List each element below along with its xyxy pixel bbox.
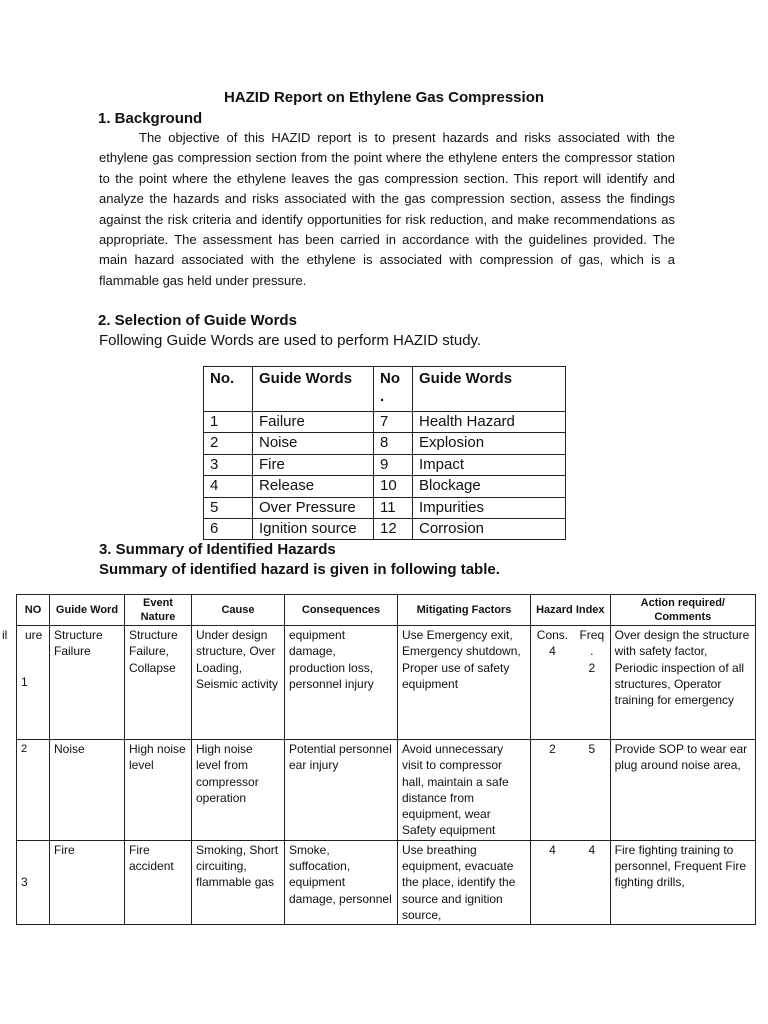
cell-no: 3 [17, 840, 50, 924]
col-header-guide-word: Guide Word [50, 595, 125, 626]
table-row [17, 740, 756, 841]
cell-action: Fire fighting training to personnel, Frequent Fire fighting drills, [610, 840, 755, 924]
col-header-hazard-index: Hazard Index [531, 595, 611, 626]
cell: 7 [374, 412, 413, 433]
hazards-heading: 3. Summary of Identified Hazards [99, 541, 336, 558]
cell-action: Over design the structure with safety factor, Periodic inspection of all structures, Operator training for emergency [610, 626, 755, 740]
cell: Health Hazard [413, 412, 566, 433]
cell: 6 [204, 518, 253, 539]
cell: Corrosion [413, 518, 566, 539]
cell: 5 [204, 497, 253, 518]
cell: Fire [253, 454, 374, 475]
cell-mitigating: Use Emergency exit, Emergency shutdown, Proper use of safety equipment [398, 626, 531, 740]
hazard-table [16, 594, 756, 925]
cell: Ignition source [253, 518, 374, 539]
row-number: 1 [21, 675, 28, 690]
col-header-no: No. [204, 367, 253, 412]
cell: Impact [413, 454, 566, 475]
cell-guide: Structure Failure [50, 626, 125, 740]
table-row [204, 412, 566, 433]
cell: Noise [253, 433, 374, 454]
cell: Explosion [413, 433, 566, 454]
cell-cause: Under design structure, Over Loading, Seismic activity [192, 626, 285, 740]
stray-text: ure [25, 628, 43, 642]
table-row [17, 626, 756, 740]
guide-words-intro: Following Guide Words are used to perform HAZID study. [99, 332, 482, 349]
table-row [204, 518, 566, 539]
cell: 12 [374, 518, 413, 539]
cell: 1 [204, 412, 253, 433]
stray-text: il [2, 628, 8, 642]
col-header-mitigating: Mitigating Factors [398, 595, 531, 626]
cell: 3 [204, 454, 253, 475]
cell-action: Provide SOP to wear ear plug around noise area, [610, 740, 755, 841]
hazards-intro: Summary of identified hazard is given in following table. [99, 561, 500, 578]
cell: 2 [204, 433, 253, 454]
cell-consequences: Potential personnel ear injury [285, 740, 398, 841]
col-header-cause: Cause [192, 595, 285, 626]
table-row [204, 476, 566, 497]
cell-freq: 4 [574, 840, 610, 924]
cell-freq: 5 [574, 740, 610, 841]
table-row [204, 497, 566, 518]
cell-consequences: Smoke, suffocation, equipment damage, personnel [285, 840, 398, 924]
cell-cons: 2 [531, 740, 574, 841]
cell: 8 [374, 433, 413, 454]
cell-event: Structure Failure, Collapse [125, 626, 192, 740]
cell-consequences: equipment damage, production loss, personnel injury [285, 626, 398, 740]
col-header-consequences: Consequences [285, 595, 398, 626]
cell-no [17, 626, 50, 740]
cell-guide: Fire [50, 840, 125, 924]
cell-event: High noise level [125, 740, 192, 841]
cell-cause: High noise level from compressor operation [192, 740, 285, 841]
cell-mitigating: Avoid unnecessary visit to compressor hall, maintain a safe distance from equipment, wear Safety equipment [398, 740, 531, 841]
col-header-guide-words-2: Guide Words [413, 367, 566, 412]
col-header-no-2: No . [374, 367, 413, 412]
cell-cause: Smoking, Short circuiting, flammable gas [192, 840, 285, 924]
col-header-no: NO [17, 595, 50, 626]
cell: Impurities [413, 497, 566, 518]
cell-guide: Noise [50, 740, 125, 841]
cell: 10 [374, 476, 413, 497]
table-row [204, 433, 566, 454]
report-title: HAZID Report on Ethylene Gas Compression [223, 89, 545, 106]
cell: Over Pressure [253, 497, 374, 518]
cell: 9 [374, 454, 413, 475]
cell-cons: Cons. 4 [531, 626, 574, 740]
background-heading: 1. Background [98, 110, 203, 127]
cell-cons: 4 [531, 840, 574, 924]
cell-freq: Freq . 2 [574, 626, 610, 740]
guide-words-table [203, 366, 566, 540]
cell-no: 2 [17, 740, 50, 841]
cell: Release [253, 476, 374, 497]
table-row [204, 454, 566, 475]
cell-mitigating: Use breathing equipment, evacuate the place, identify the source and ignition source, [398, 840, 531, 924]
col-header-action: Action required/ Comments [610, 595, 755, 626]
cell: Blockage [413, 476, 566, 497]
cell: 4 [204, 476, 253, 497]
col-header-guide-words: Guide Words [253, 367, 374, 412]
cell: Failure [253, 412, 374, 433]
table-header-row [204, 367, 566, 412]
col-header-event-nature: Event Nature [125, 595, 192, 626]
cell-event: Fire accident [125, 840, 192, 924]
background-paragraph: The objective of this HAZID report is to present hazards and risks associated with the ethylene gas compression section from the point where the ethylene enters the compressor station to the point where the ethylene leaves the gas compression section. This report will identify and analyze the hazards and risks associated with the gas compression section, assess the findings against the risk criteria and identify opportunities for risk reduction, and make recommendations as appropriate. The assessment has been carried in accordance with the guidelines provided. The main hazard associated with the ethylene is associated with compression of gas, which is a flammable gas held under pressure. [99, 130, 675, 288]
guide-words-heading: 2. Selection of Guide Words [98, 312, 297, 329]
table-row [17, 840, 756, 924]
cell: 11 [374, 497, 413, 518]
table-header-row [17, 595, 756, 626]
